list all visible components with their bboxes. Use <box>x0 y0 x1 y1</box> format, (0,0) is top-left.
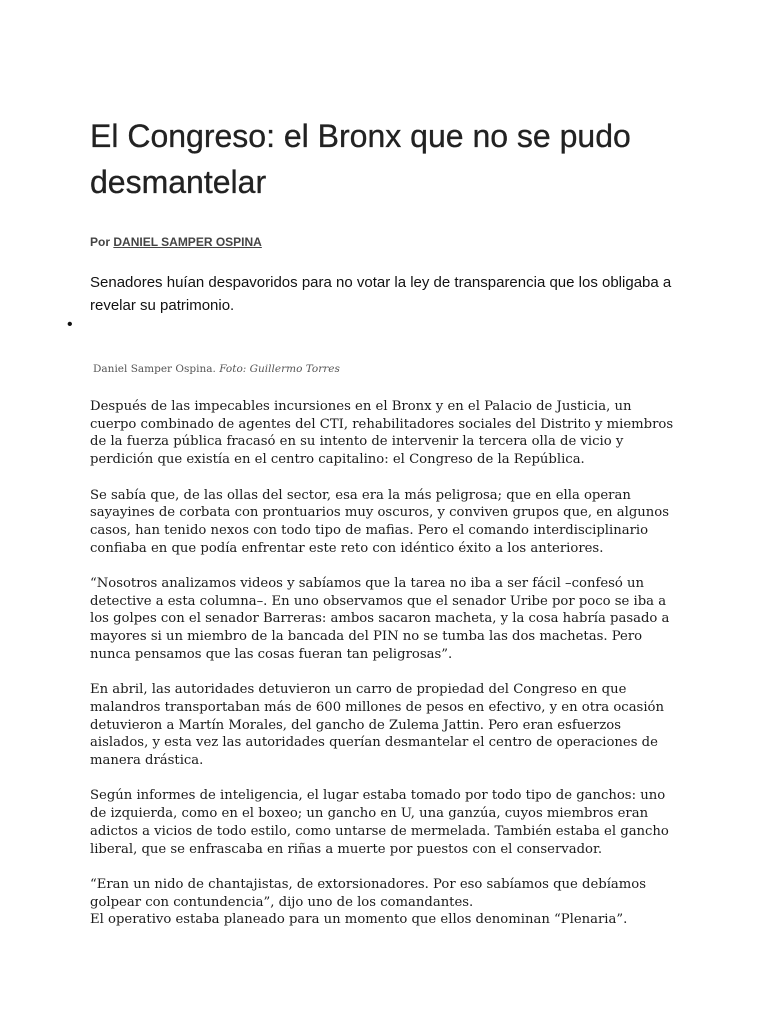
list-bullet: • <box>67 316 73 333</box>
body-paragraph: Después de las impecables incursiones en el Bronx y en el Palacio de Justicia, un cuerpo combinado de agentes del CTI, rehabilitadores sociales del Distrito y miembros de la fuerza pública fracasó en su intento de intervenir la tercera olla de vicio y perdición que existía en el centro capitalino: el Congreso de la República. <box>90 399 674 468</box>
byline-prefix: Por <box>90 235 111 249</box>
body-paragraph: “Nosotros analizamos videos y sabíamos que la tarea no iba a ser fácil –confesó un detective a esta columna–. En uno observamos que el senador Uribe por poco se iba a los golpes con el senador Barreras: ambos sacaron macheta, y la cosa habría pasado a mayores si un miembro de la bancada del PIN no se tumba las dos machetas. Pero nunca pensamos que las cosas fueran tan peligrosas”. <box>90 576 670 662</box>
caption-text: Daniel Samper Ospina. <box>93 363 216 375</box>
body-paragraph: En abril, las autoridades detuvieron un carro de propiedad del Congreso en que malandros transportaban más de 600 millones de pesos en efectivo, y en otra ocasión detuvieron a Martín Morales, del gancho de Zulema Jattin. Pero eran esfuerzos aislados, y esta vez las autoridades querían desmantelar el centro de operaciones de manera drástica. <box>90 682 664 769</box>
byline <box>90 235 690 249</box>
body-paragraph: Se sabía que, de las ollas del sector, esa era la más peligrosa; que en ella operan sayayines de corbata con prontuarios muy oscuros, y conviven grupos que, en algunos casos, han tenido nexos con todo tipo de mafias. Pero el comando interdisciplinario confiaba en que podía enfrentar este reto con idéntico éxito a los anteriores. <box>90 487 669 556</box>
article-body <box>90 398 680 947</box>
body-paragraph: El operativo estaba planeado para un momento que ellos denominan “Plenaria”. <box>90 912 628 928</box>
caption-credit: Foto: Guillermo Torres <box>219 363 340 375</box>
article <box>90 0 690 317</box>
article-headline: El Congreso: el Bronx que no se pudo desmantelar <box>90 118 631 200</box>
body-paragraph: “Eran un nido de chantajistas, de extorsionadores. Por eso sabíamos que debíamos golpear con contundencia”, dijo uno de los comandantes. <box>90 876 646 910</box>
photo-caption <box>93 363 340 375</box>
author-link[interactable]: DANIEL SAMPER OSPINA <box>113 235 262 249</box>
article-summary: Senadores huían despavoridos para no votar la ley de transparencia que los obligaba a revelar su patrimonio. <box>90 274 672 314</box>
body-paragraph: Según informes de inteligencia, el lugar estaba tomado por todo tipo de ganchos: uno de izquierda, como en el boxeo; un gancho en U, una ganzúa, cuyos miembros eran adictos a vicios de todo estilo, como untarse de mermelada. También estaba el gancho liberal, que se enfrascaba en riñas a muerte por puestos con el conservador. <box>90 788 669 857</box>
